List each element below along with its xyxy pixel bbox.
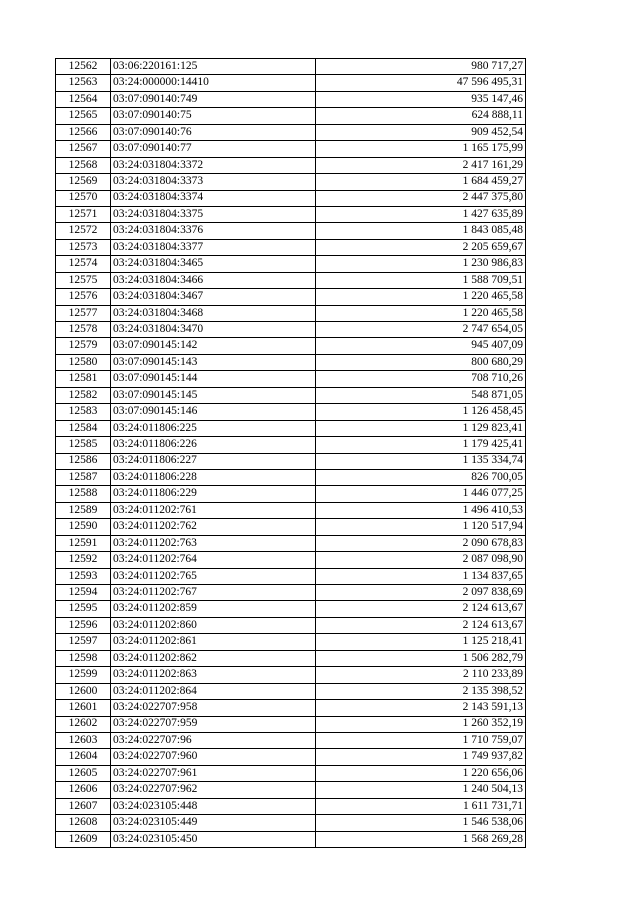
cadastral-number-cell: 03:24:011202:765 xyxy=(111,568,316,584)
cadastral-number-cell: 03:24:011202:761 xyxy=(111,502,316,518)
cadastral-value-cell: 1 129 823,41 xyxy=(316,420,526,436)
cadastral-value-cell: 1 611 731,71 xyxy=(316,798,526,814)
cadastral-value-cell: 47 596 495,31 xyxy=(316,75,526,91)
cadastral-number-cell: 03:07:090140:749 xyxy=(111,91,316,107)
row-number-cell: 12572 xyxy=(56,223,111,239)
cadastral-value-cell: 1 568 269,28 xyxy=(316,831,526,847)
table-row xyxy=(56,568,526,584)
cadastral-value-cell: 1 446 077,25 xyxy=(316,486,526,502)
cadastral-number-cell: 03:24:011202:767 xyxy=(111,585,316,601)
cadastral-number-cell: 03:24:031804:3465 xyxy=(111,256,316,272)
table-row xyxy=(56,486,526,502)
cadastral-number-cell: 03:24:023105:449 xyxy=(111,815,316,831)
cadastral-number-cell: 03:24:022707:958 xyxy=(111,700,316,716)
table-row xyxy=(56,519,526,535)
cadastral-value-cell: 2 124 613,67 xyxy=(316,617,526,633)
table-row xyxy=(56,289,526,305)
row-number-cell: 12577 xyxy=(56,305,111,321)
row-number-cell: 12600 xyxy=(56,683,111,699)
table-row xyxy=(56,535,526,551)
cadastral-value-cell: 1 427 635,89 xyxy=(316,206,526,222)
row-number-cell: 12608 xyxy=(56,815,111,831)
cadastral-value-cell: 1 179 425,41 xyxy=(316,437,526,453)
row-number-cell: 12605 xyxy=(56,765,111,781)
table-row xyxy=(56,141,526,157)
cadastral-number-cell: 03:24:011202:763 xyxy=(111,535,316,551)
cadastral-number-cell: 03:07:090145:144 xyxy=(111,371,316,387)
table-row xyxy=(56,75,526,91)
cadastral-number-cell: 03:24:011806:226 xyxy=(111,437,316,453)
table-row xyxy=(56,716,526,732)
cadastral-value-cell: 1 240 504,13 xyxy=(316,782,526,798)
row-number-cell: 12597 xyxy=(56,634,111,650)
table-row xyxy=(56,387,526,403)
cadastral-value-cell: 1 165 175,99 xyxy=(316,141,526,157)
table-row xyxy=(56,634,526,650)
cadastral-value-cell: 1 496 410,53 xyxy=(316,502,526,518)
table-row xyxy=(56,831,526,847)
row-number-cell: 12569 xyxy=(56,174,111,190)
row-number-cell: 12576 xyxy=(56,289,111,305)
row-number-cell: 12586 xyxy=(56,453,111,469)
row-number-cell: 12596 xyxy=(56,617,111,633)
cadastral-value-cell: 2 417 161,29 xyxy=(316,157,526,173)
cadastral-value-cell: 935 147,46 xyxy=(316,91,526,107)
cadastral-number-cell: 03:24:011202:862 xyxy=(111,650,316,666)
table-row xyxy=(56,91,526,107)
cadastral-value-cell: 980 717,27 xyxy=(316,59,526,75)
row-number-cell: 12564 xyxy=(56,91,111,107)
row-number-cell: 12593 xyxy=(56,568,111,584)
table-row xyxy=(56,732,526,748)
table-row xyxy=(56,305,526,321)
table-row xyxy=(56,815,526,831)
cadastral-value-cell: 826 700,05 xyxy=(316,469,526,485)
cadastral-value-cell: 1 749 937,82 xyxy=(316,749,526,765)
cadastral-value-cell: 1 126 458,45 xyxy=(316,404,526,420)
row-number-cell: 12580 xyxy=(56,354,111,370)
cadastral-number-cell: 03:07:090145:146 xyxy=(111,404,316,420)
cadastral-number-cell: 03:07:090140:76 xyxy=(111,124,316,140)
cadastral-number-cell: 03:24:011806:227 xyxy=(111,453,316,469)
cadastral-number-cell: 03:24:011202:859 xyxy=(111,601,316,617)
table-row xyxy=(56,700,526,716)
cadastral-value-cell: 2 205 659,67 xyxy=(316,239,526,255)
cadastral-number-cell: 03:24:031804:3468 xyxy=(111,305,316,321)
table-row xyxy=(56,749,526,765)
table-row xyxy=(56,239,526,255)
cadastral-value-cell: 1 546 538,06 xyxy=(316,815,526,831)
table-row xyxy=(56,256,526,272)
table-row xyxy=(56,420,526,436)
table-row xyxy=(56,683,526,699)
cadastral-number-cell: 03:24:011806:229 xyxy=(111,486,316,502)
cadastral-value-cell: 2 110 233,89 xyxy=(316,667,526,683)
table-row xyxy=(56,322,526,338)
table-row xyxy=(56,338,526,354)
cadastral-value-cell: 1 588 709,51 xyxy=(316,272,526,288)
table-row xyxy=(56,469,526,485)
row-number-cell: 12587 xyxy=(56,469,111,485)
cadastral-number-cell: 03:24:031804:3377 xyxy=(111,239,316,255)
cadastral-number-cell: 03:24:031804:3373 xyxy=(111,174,316,190)
row-number-cell: 12582 xyxy=(56,387,111,403)
cadastral-value-cell: 945 407,09 xyxy=(316,338,526,354)
cadastral-value-cell: 2 447 375,80 xyxy=(316,190,526,206)
table-row xyxy=(56,59,526,75)
row-number-cell: 12578 xyxy=(56,322,111,338)
row-number-cell: 12565 xyxy=(56,108,111,124)
cadastral-number-cell: 03:07:090140:77 xyxy=(111,141,316,157)
row-number-cell: 12592 xyxy=(56,552,111,568)
row-number-cell: 12574 xyxy=(56,256,111,272)
cadastral-value-cell: 2 124 613,67 xyxy=(316,601,526,617)
cadastral-number-cell: 03:24:011806:225 xyxy=(111,420,316,436)
table-row xyxy=(56,206,526,222)
cadastral-value-cell: 2 143 591,13 xyxy=(316,700,526,716)
table-row xyxy=(56,502,526,518)
cadastral-value-cell: 1 220 656,06 xyxy=(316,765,526,781)
cadastral-value-cell: 1 134 837,65 xyxy=(316,568,526,584)
table-row xyxy=(56,124,526,140)
cadastral-value-cell: 1 135 334,74 xyxy=(316,453,526,469)
cadastral-value-cell: 2 097 838,69 xyxy=(316,585,526,601)
cadastral-number-cell: 03:07:090145:142 xyxy=(111,338,316,354)
table-row xyxy=(56,667,526,683)
table-row xyxy=(56,453,526,469)
cadastral-number-cell: 03:24:011202:863 xyxy=(111,667,316,683)
table-row xyxy=(56,617,526,633)
cadastral-value-cell: 624 888,11 xyxy=(316,108,526,124)
row-number-cell: 12609 xyxy=(56,831,111,847)
table-row xyxy=(56,650,526,666)
row-number-cell: 12588 xyxy=(56,486,111,502)
row-number-cell: 12591 xyxy=(56,535,111,551)
cadastral-number-cell: 03:24:031804:3376 xyxy=(111,223,316,239)
cadastral-value-cell: 1 125 218,41 xyxy=(316,634,526,650)
cadastral-number-cell: 03:24:031804:3467 xyxy=(111,289,316,305)
cadastral-number-cell: 03:24:031804:3374 xyxy=(111,190,316,206)
cadastral-value-cell: 1 260 352,19 xyxy=(316,716,526,732)
row-number-cell: 12568 xyxy=(56,157,111,173)
row-number-cell: 12573 xyxy=(56,239,111,255)
row-number-cell: 12607 xyxy=(56,798,111,814)
table-row xyxy=(56,437,526,453)
cadastral-value-cell: 1 220 465,58 xyxy=(316,289,526,305)
cadastral-value-cell: 1 506 282,79 xyxy=(316,650,526,666)
table-row xyxy=(56,371,526,387)
row-number-cell: 12575 xyxy=(56,272,111,288)
cadastral-number-cell: 03:24:000000:14410 xyxy=(111,75,316,91)
row-number-cell: 12584 xyxy=(56,420,111,436)
cadastral-number-cell: 03:06:220161:125 xyxy=(111,59,316,75)
row-number-cell: 12566 xyxy=(56,124,111,140)
cadastral-value-cell: 1 710 759,07 xyxy=(316,732,526,748)
cadastral-number-cell: 03:24:011202:860 xyxy=(111,617,316,633)
cadastral-number-cell: 03:07:090140:75 xyxy=(111,108,316,124)
cadastral-number-cell: 03:24:031804:3470 xyxy=(111,322,316,338)
cadastral-number-cell: 03:24:022707:959 xyxy=(111,716,316,732)
table-row xyxy=(56,552,526,568)
cadastral-value-cell: 2 135 398,52 xyxy=(316,683,526,699)
table-row xyxy=(56,174,526,190)
table-row xyxy=(56,354,526,370)
row-number-cell: 12604 xyxy=(56,749,111,765)
table-row xyxy=(56,601,526,617)
table-row xyxy=(56,765,526,781)
table-body xyxy=(56,59,526,848)
row-number-cell: 12563 xyxy=(56,75,111,91)
row-number-cell: 12583 xyxy=(56,404,111,420)
cadastral-number-cell: 03:24:011806:228 xyxy=(111,469,316,485)
cadastral-value-cell: 1 220 465,58 xyxy=(316,305,526,321)
cadastral-value-cell: 548 871,05 xyxy=(316,387,526,403)
table-row xyxy=(56,404,526,420)
table-row xyxy=(56,223,526,239)
row-number-cell: 12598 xyxy=(56,650,111,666)
cadastral-value-cell: 1 843 085,48 xyxy=(316,223,526,239)
cadastral-number-cell: 03:24:022707:960 xyxy=(111,749,316,765)
cadastral-number-cell: 03:24:022707:961 xyxy=(111,765,316,781)
row-number-cell: 12606 xyxy=(56,782,111,798)
cadastral-value-table xyxy=(55,58,526,848)
row-number-cell: 12567 xyxy=(56,141,111,157)
row-number-cell: 12562 xyxy=(56,59,111,75)
row-number-cell: 12595 xyxy=(56,601,111,617)
cadastral-number-cell: 03:24:011202:864 xyxy=(111,683,316,699)
cadastral-number-cell: 03:24:031804:3466 xyxy=(111,272,316,288)
cadastral-value-cell: 1 684 459,27 xyxy=(316,174,526,190)
cadastral-number-cell: 03:24:011202:764 xyxy=(111,552,316,568)
row-number-cell: 12599 xyxy=(56,667,111,683)
cadastral-number-cell: 03:24:023105:448 xyxy=(111,798,316,814)
row-number-cell: 12571 xyxy=(56,206,111,222)
cadastral-value-cell: 2 747 654,05 xyxy=(316,322,526,338)
cadastral-value-cell: 1 230 986,83 xyxy=(316,256,526,272)
cadastral-number-cell: 03:24:011202:861 xyxy=(111,634,316,650)
row-number-cell: 12602 xyxy=(56,716,111,732)
row-number-cell: 12603 xyxy=(56,732,111,748)
row-number-cell: 12585 xyxy=(56,437,111,453)
cadastral-number-cell: 03:24:031804:3372 xyxy=(111,157,316,173)
row-number-cell: 12590 xyxy=(56,519,111,535)
table-row xyxy=(56,272,526,288)
cadastral-value-cell: 800 680,29 xyxy=(316,354,526,370)
table-row xyxy=(56,782,526,798)
cadastral-number-cell: 03:07:090145:143 xyxy=(111,354,316,370)
cadastral-value-cell: 2 090 678,83 xyxy=(316,535,526,551)
table-row xyxy=(56,108,526,124)
row-number-cell: 12594 xyxy=(56,585,111,601)
row-number-cell: 12589 xyxy=(56,502,111,518)
cadastral-value-cell: 909 452,54 xyxy=(316,124,526,140)
table-row xyxy=(56,190,526,206)
row-number-cell: 12601 xyxy=(56,700,111,716)
row-number-cell: 12581 xyxy=(56,371,111,387)
table-row xyxy=(56,157,526,173)
cadastral-number-cell: 03:24:031804:3375 xyxy=(111,206,316,222)
cadastral-value-cell: 2 087 098,90 xyxy=(316,552,526,568)
cadastral-number-cell: 03:07:090145:145 xyxy=(111,387,316,403)
cadastral-value-cell: 1 120 517,94 xyxy=(316,519,526,535)
cadastral-number-cell: 03:24:022707:96 xyxy=(111,732,316,748)
row-number-cell: 12579 xyxy=(56,338,111,354)
cadastral-number-cell: 03:24:011202:762 xyxy=(111,519,316,535)
table-row xyxy=(56,585,526,601)
cadastral-number-cell: 03:24:022707:962 xyxy=(111,782,316,798)
table-row xyxy=(56,798,526,814)
cadastral-value-cell: 708 710,26 xyxy=(316,371,526,387)
row-number-cell: 12570 xyxy=(56,190,111,206)
cadastral-number-cell: 03:24:023105:450 xyxy=(111,831,316,847)
